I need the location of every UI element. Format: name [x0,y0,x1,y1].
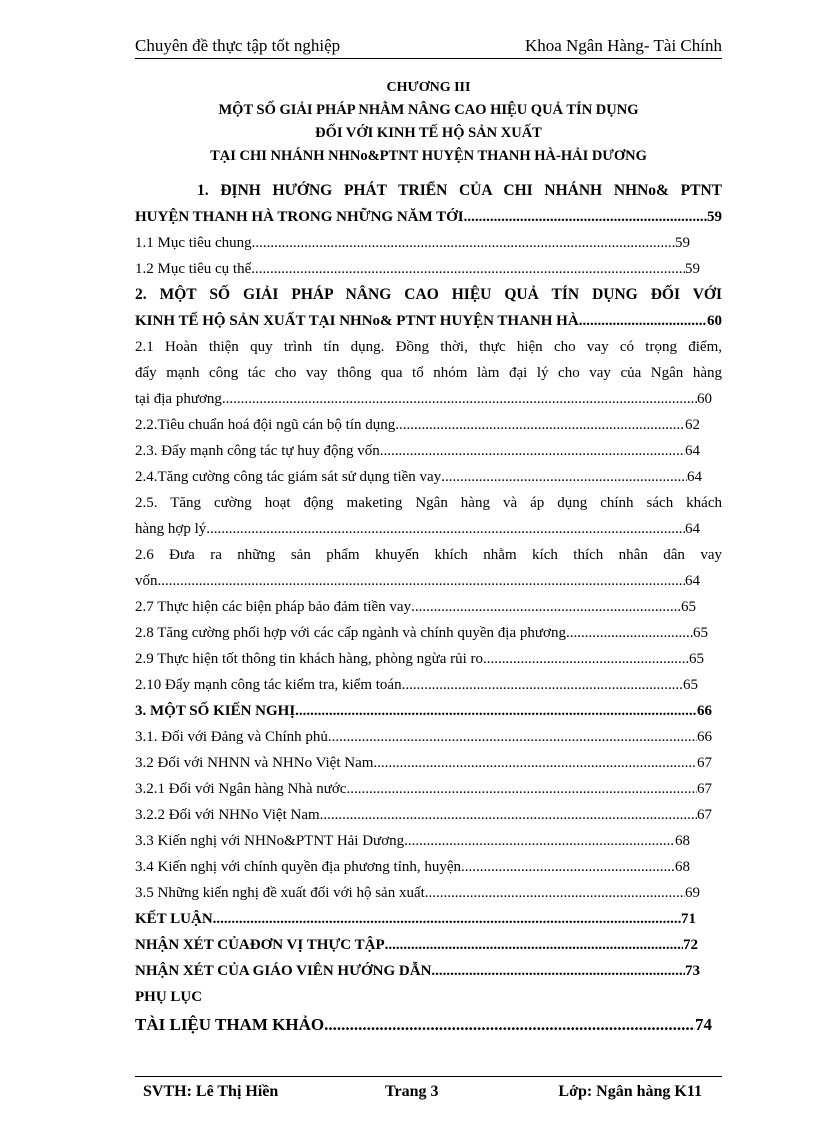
toc-entry-title: NHẬN XÉT CỦA GIÁO VIÊN HƯỚNG DẪN [135,963,432,979]
toc-leader [380,438,685,464]
toc-leader [431,958,685,984]
toc-entry-3-2-1 [135,776,722,802]
toc-leader [566,620,693,646]
toc-section-2 [135,282,722,334]
toc-entry-page: 65 [689,651,704,667]
toc-entry-title: 3.4 Kiến nghị với chính quyền địa phương tỉnh, huyện [135,859,462,875]
toc-references [135,1010,722,1038]
toc-section-1 [135,178,722,230]
toc-leader [385,932,683,958]
toc-entry-title: 3.5 Những kiến nghị đề xuất đối với hộ sản xuất [135,885,425,901]
toc-entry-3-2 [135,750,722,776]
chapter-title-line-2: ĐỐI VỚI KINH TẾ HỘ SẢN XUẤT [315,125,542,141]
table-of-contents [135,178,722,1038]
toc-entry-page: 66 [697,703,712,719]
toc-leader [295,698,697,724]
toc-leader [346,776,697,802]
toc-entry-title: 3.2.2 Đối với NHNo Việt Nam [135,807,320,823]
toc-leader [206,516,685,542]
toc-appendix [135,984,722,1010]
toc-entry-line: 2.5. Tăng cường hoạt động maketing Ngân hàng và áp dụng chính sách khách [135,495,722,511]
toc-leader [461,854,675,880]
toc-leader [425,880,685,906]
toc-entry-page: 62 [685,417,700,433]
header-left: Chuyên đề thực tập tốt nghiệp [135,36,341,55]
toc-entry-title: 3. MỘT SỐ KIẾN NGHỊ [135,703,296,719]
toc-leader [373,750,697,776]
toc-entry-title: tại địa phương [135,391,222,407]
toc-section-1-line-1: 1. ĐỊNH HƯỚNG PHÁT TRIỂN CỦA CHI NHÁNH NHNo& PTNT [197,182,722,199]
toc-leader [404,828,675,854]
toc-leader [411,594,681,620]
toc-entry-page: 59 [675,235,690,251]
toc-entry-page: 65 [693,625,708,641]
toc-section-3 [135,698,722,724]
toc-entry-page: 66 [697,729,712,745]
toc-entry-3-1 [135,724,722,750]
toc-entry-page: 64 [685,521,700,537]
toc-section-2-page: 60 [707,313,722,329]
toc-entry-page: 67 [697,755,712,771]
toc-entry-title: hàng hợp lý [135,521,207,537]
toc-section-1-page: 59 [707,209,722,225]
toc-entry-page: 60 [697,391,712,407]
toc-entry-line: đẩy mạnh công tác cho vay thông qua tổ nhóm làm đại lý cho vay của Ngân hàng [135,365,722,381]
toc-entry-2-1 [135,334,722,412]
toc-leader [158,568,686,594]
page-header [135,34,722,59]
toc-leader [402,672,683,698]
toc-leader [328,724,697,750]
toc-leader [320,802,697,828]
toc-entry-2-5 [135,490,722,542]
toc-entry-line: 2.6 Đưa ra những sản phẩm khuyến khích nhằm kích thích nhân dân vay [135,547,722,563]
footer-student: SVTH: Lê Thị Hiền [143,1083,279,1100]
page-footer [135,1076,722,1103]
toc-entry-2-6 [135,542,722,594]
toc-entry-title: 3.2.1 Đối với Ngân hàng Nhà nước [135,781,347,797]
toc-entry-page: 74 [695,1015,712,1034]
toc-entry-page: 65 [681,599,696,615]
toc-leader [395,412,685,438]
toc-entry-title: KẾT LUẬN [135,911,213,927]
toc-entry-3-2-2 [135,802,722,828]
toc-entry-title: 3.2 Đối với NHNN và NHNo Việt Nam [135,755,374,771]
toc-entry-page: 65 [683,677,698,693]
toc-entry-title: 2.3. Đẩy mạnh công tác tự huy động vốn [135,443,380,459]
toc-entry-title: 2.8 Tăng cường phối hợp với các cấp ngành và chính quyền địa phương [135,625,566,641]
toc-entry-title: 2.7 Thực hiện các biện pháp bảo đảm tiền vay [135,599,412,615]
toc-entry-title: 3.3 Kiến nghị với NHNo&PTNT Hải Dương [135,833,405,849]
toc-entry-page: 64 [687,469,702,485]
toc-entry-title: 1.1 Mục tiêu chung [135,235,252,251]
toc-entry-page: 67 [697,807,712,823]
toc-entry-2-8 [135,620,722,646]
toc-entry-3-5 [135,880,722,906]
toc-leader [483,646,689,672]
toc-review-unit [135,932,722,958]
toc-entry-3-4 [135,854,722,880]
toc-leader [464,204,707,230]
toc-entry-page: 68 [675,833,690,849]
toc-entry-title: 2.9 Thực hiện tốt thông tin khách hàng, phòng ngừa rủi ro [135,651,484,667]
toc-entry-page: 73 [685,963,700,979]
toc-entry-1-1 [135,230,722,256]
toc-entry-title: vốn [135,573,158,589]
toc-leader [441,464,687,490]
toc-entry-title: TÀI LIỆU THAM KHẢO [135,1015,325,1034]
toc-entry-title: 2.4.Tăng cường công tác giám sát sử dụng tiền vay [135,469,442,485]
toc-entry-page: 72 [683,937,698,953]
toc-entry-title: 3.1. Đối với Đảng và Chính phủ [135,729,328,745]
toc-entry-2-4 [135,464,722,490]
chapter-title-line-3: TẠI CHI NHÁNH NHNo&PTNT HUYỆN THANH HÀ-HẢI DƯƠNG [210,148,647,164]
chapter-title-line-1: MỘT SỐ GIẢI PHÁP NHẰM NÂNG CAO HIỆU QUẢ TÍN DỤNG [218,102,639,118]
chapter-title-block [135,76,722,168]
toc-section-2-line-1: 2. MỘT SỐ GIẢI PHÁP NÂNG CAO HIỆU QUẢ TÍN DỤNG ĐỐI VỚI [135,286,722,303]
toc-entry-2-9 [135,646,722,672]
toc-entry-title: NHẬN XÉT CỦAĐƠN VỊ THỰC TẬP [135,937,385,953]
footer-class: Lớp: Ngân hàng K11 [558,1083,702,1100]
toc-entry-page: 64 [685,443,700,459]
toc-entry-page: 69 [685,885,700,901]
toc-section-2-line-2: KINH TẾ HỘ SẢN XUẤT TẠI NHNo& PTNT HUYỆN THANH HÀ [135,313,579,329]
toc-conclusion [135,906,722,932]
footer-page-number: Trang 3 [385,1083,439,1100]
toc-entry-2-7 [135,594,722,620]
toc-entry-2-3 [135,438,722,464]
toc-entry-2-10 [135,672,722,698]
toc-entry-title: PHỤ LỤC [135,989,203,1005]
chapter-number: CHƯƠNG III [386,80,471,95]
toc-entry-line: 2.1 Hoàn thiện quy trình tín dụng. Đồng thời, thực hiện cho vay có trọng điểm, [135,339,722,355]
toc-entry-2-2 [135,412,722,438]
toc-leader [213,906,681,932]
toc-entry-page: 68 [675,859,690,875]
toc-leader [251,256,685,282]
toc-entry-page: 64 [685,573,700,589]
toc-leader [222,386,697,412]
toc-entry-page: 67 [697,781,712,797]
toc-entry-title: 2.10 Đẩy mạnh công tác kiểm tra, kiểm toán [135,677,402,693]
header-right: Khoa Ngân Hàng- Tài Chính [524,36,722,55]
toc-section-1-line-2: HUYỆN THANH HÀ TRONG NHỮNG NĂM TỚI [135,209,464,225]
toc-entry-title: 2.2.Tiêu chuẩn hoá đội ngũ cán bộ tín dụng [135,417,396,433]
toc-leader [579,308,707,334]
toc-entry-page: 59 [685,261,700,277]
toc-entry-3-3 [135,828,722,854]
toc-entry-page: 71 [681,911,696,927]
toc-leader [324,1012,695,1038]
toc-entry-title: 1.2 Mục tiêu cụ thể [135,261,252,277]
toc-review-teacher [135,958,722,984]
toc-entry-1-2 [135,256,722,282]
toc-leader [252,230,675,256]
